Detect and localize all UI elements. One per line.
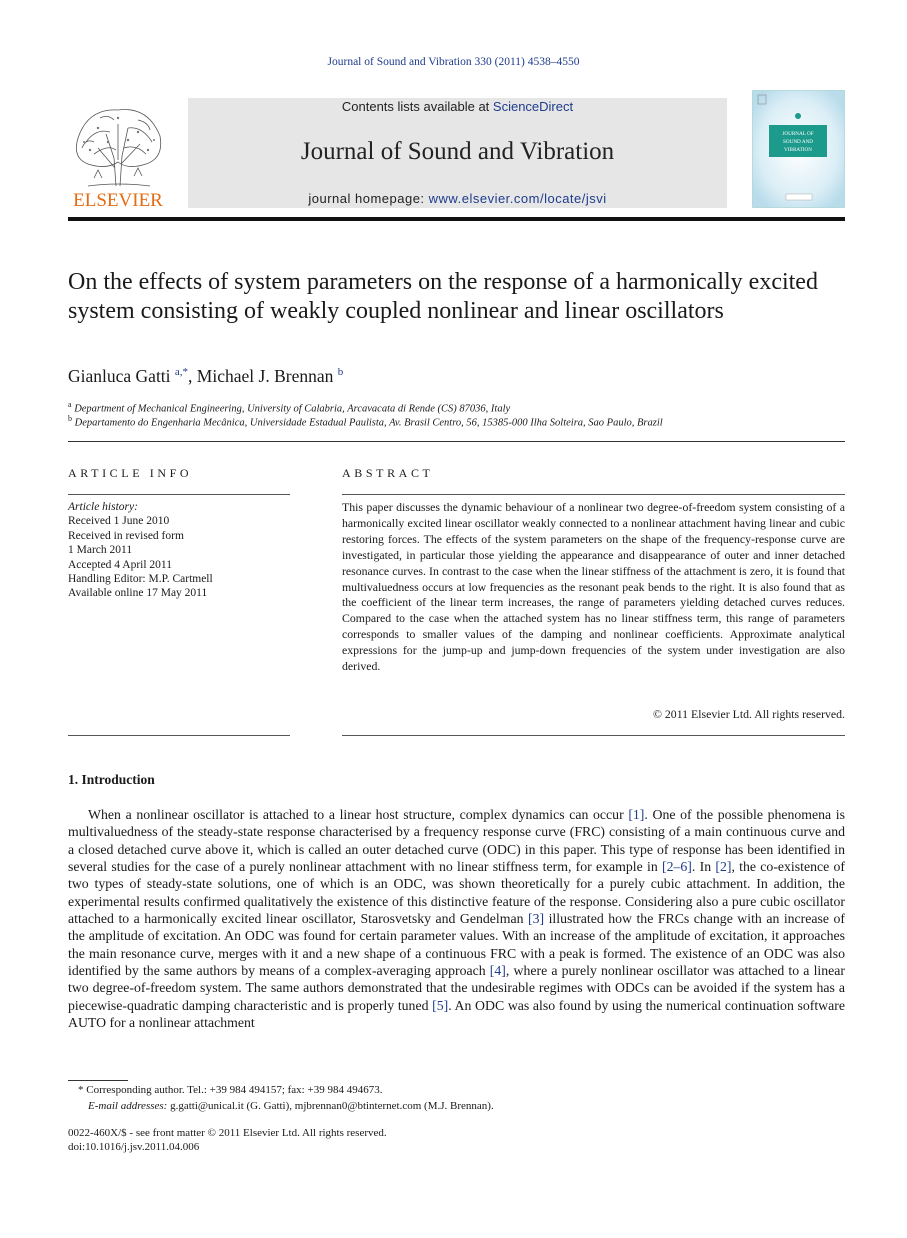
introduction-body xyxy=(68,806,845,1031)
affiliation-a xyxy=(68,400,510,415)
doi-line[interactable]: doi:10.1016/j.jsv.2011.04.006 xyxy=(68,1141,200,1153)
abstract-rule-top xyxy=(342,494,845,495)
author-brennan: Michael J. Brennan xyxy=(196,366,334,386)
reference-link-1[interactable]: [1] xyxy=(628,807,645,822)
affiliation-b xyxy=(68,414,663,429)
journal-title: Journal of Sound and Vibration xyxy=(300,138,615,165)
reference-link-2-6[interactable]: [2–6] xyxy=(662,859,692,875)
email-label: E-mail addresses: xyxy=(88,1100,168,1112)
author-separator: , xyxy=(188,366,197,386)
author-gatti: Gianluca Gatti xyxy=(68,366,171,386)
history-item: Accepted 4 April 2011 xyxy=(68,558,173,571)
contents-prefix: Contents lists available at xyxy=(341,99,493,114)
reference-link-3[interactable]: [3] xyxy=(527,911,545,927)
abstract-copyright: © 2011 Elsevier Ltd. All rights reserved. xyxy=(653,707,845,721)
cover-title-line-1: JOURNAL OF xyxy=(782,131,814,137)
introduction-heading: 1. Introduction xyxy=(68,772,155,787)
homepage-link[interactable]: www.elsevier.com/locate/jsvi xyxy=(428,191,607,206)
history-label: Article history: xyxy=(68,501,138,513)
history-item: Received in revised form xyxy=(68,529,184,542)
article-title: On the effects of system parameters on the response of a harmonically excited system consisting of weakly coupled nonlinear and linear oscillators xyxy=(68,269,818,324)
article-info-rule-top xyxy=(68,494,290,495)
abstract-text: This paper discusses the dynamic behaviour of a nonlinear two degree-of-freedom system consisting of a harmonically excited linear oscillator weakly connected to a nonlinear attachment having linear and cubic restoring forces. The effects of the system parameters on the shape of the frequency-response curve are investigated, in particular those yielding the appearance and disappearance of outer and inner detached resonance curves. In contrast to the case when the linear stiffness of the attachment is zero, it is found that multivaluedness occurs at low frequencies as the resonant peak bends to the right. It is also found that as the coefficient of the linear term increases, the range of parameters yielding detached curves reduces. Compared to the case when the attached system has no linear stiffness term, this range of parameters corresponds to smaller values of the damping and nonlinear coefficients. Approximate analytical expressions for the jump-up and jump-down frequencies of the system under investigation are also derived. xyxy=(342,500,845,674)
history-item: Received 1 June 2010 xyxy=(68,515,170,528)
issn-line: 0022-460X/$ - see front matter © 2011 Elsevier Ltd. All rights reserved. xyxy=(68,1127,387,1139)
intro-text: , the co-existence of two types of steady-state solutions, one of which is an ODC, was shown theoretically for a purely cubic attachment. In addition, the experimental results confirmed qualitatively the existence of this distinctive feature of the response. Considering also a pure cubic oscillator attached to a harmonically excited linear oscillator, Starosvetsky and Gendelman xyxy=(68,859,845,927)
article-history xyxy=(68,500,213,601)
affiliation-a-text: Department of Mechanical Engineering, University of Calabria, Arcavacata di Rende (CS) 87036, Italy xyxy=(71,403,511,415)
footnote-rule xyxy=(68,1080,128,1081)
introduction-paragraph xyxy=(68,806,845,1031)
corresponding-author-note: * Corresponding author. Tel.: +39 984 494157; fax: +39 984 494673. xyxy=(78,1084,383,1096)
author-list xyxy=(68,366,343,387)
intro-text: , where a purely nonlinear oscillator was attached to a linear two degree-of-freedom system. The same authors demonstrated that the undesirable regimes with ODCs can be avoided if the system has a piecewise-quadratic damping characteristic and is properly tuned xyxy=(68,963,845,1013)
intro-text: . One of the possible phenomena is multivaluedness of the steady-state response characterised by a frequency response curve (FRC) consisting of a main continuous curve and a closed detached curve above it, which is called an outer detached curve (ODC) in this paper. This type of response has been identified in several studies for the case of a purely nonlinear attachment with no linear stiffness term, for example in xyxy=(68,807,846,875)
header-rule xyxy=(68,217,845,221)
intro-text: . An ODC was also found by using the numerical continuation software AUTO for a nonlinear attachment xyxy=(68,997,845,1031)
title-rule xyxy=(68,441,845,442)
contents-line xyxy=(188,99,727,114)
intro-text: illustrated how the FRCs change with an increase of the amplitude of excitation. An ODC was found for certain parameter values. With an increase of the amplitude of excitation, it approaches the main resonance curve, merges with it and a new shape of a continuous FRC with a peak is formed. The existence of an ODC was also identified by the same authors by means of a complex-averaging approach xyxy=(68,911,845,979)
abstract-heading: ABSTRACT xyxy=(342,466,434,480)
homepage-line xyxy=(188,191,727,206)
reference-link-4[interactable]: [4] xyxy=(489,963,506,979)
intro-text: When a nonlinear oscillator is attached to a linear host structure, complex dynamics can occur xyxy=(88,807,629,822)
homepage-prefix: journal homepage: xyxy=(308,191,429,206)
elsevier-wordmark: ELSEVIER xyxy=(73,190,163,211)
reference-link-2[interactable]: [2] xyxy=(715,859,732,875)
article-info-rule-bottom xyxy=(68,735,290,736)
article-info-heading: ARTICLE INFO xyxy=(68,466,193,480)
author-brennan-affil[interactable]: b xyxy=(337,366,344,379)
affiliation-a-marker: a xyxy=(68,400,72,409)
affiliation-b-marker: b xyxy=(68,414,72,423)
intro-text: . In xyxy=(691,859,716,875)
reference-link-5[interactable]: [5] xyxy=(432,997,449,1013)
abstract-rule-bottom xyxy=(342,735,845,736)
history-item: Available online 17 May 2011 xyxy=(68,587,208,600)
history-item: 1 March 2011 xyxy=(68,544,133,557)
cover-title-line-2: SOUND AND xyxy=(782,139,814,145)
author-gatti-affil[interactable]: a,* xyxy=(174,366,189,379)
affiliation-b-text: Departamento do Engenharia Mecânica, Universidade Estadual Paulista, Av. Brasil Centro, 56, 15385-000 Ilha Solteira, Sao Paulo, Brazil xyxy=(72,417,663,429)
history-item: Handling Editor: M.P. Cartmell xyxy=(68,573,213,586)
journal-cover-thumbnail[interactable] xyxy=(752,90,845,208)
journal-citation[interactable]: Journal of Sound and Vibration 330 (2011) 4538–4550 xyxy=(327,56,580,68)
sciencedirect-link[interactable]: ScienceDirect xyxy=(492,99,574,114)
cover-title-line-3: VIBRATION xyxy=(784,147,812,153)
email-note xyxy=(88,1100,494,1112)
email-addresses: g.gatti@unical.it (G. Gatti), mjbrennan0@btinternet.com (M.J. Brennan). xyxy=(167,1100,494,1112)
